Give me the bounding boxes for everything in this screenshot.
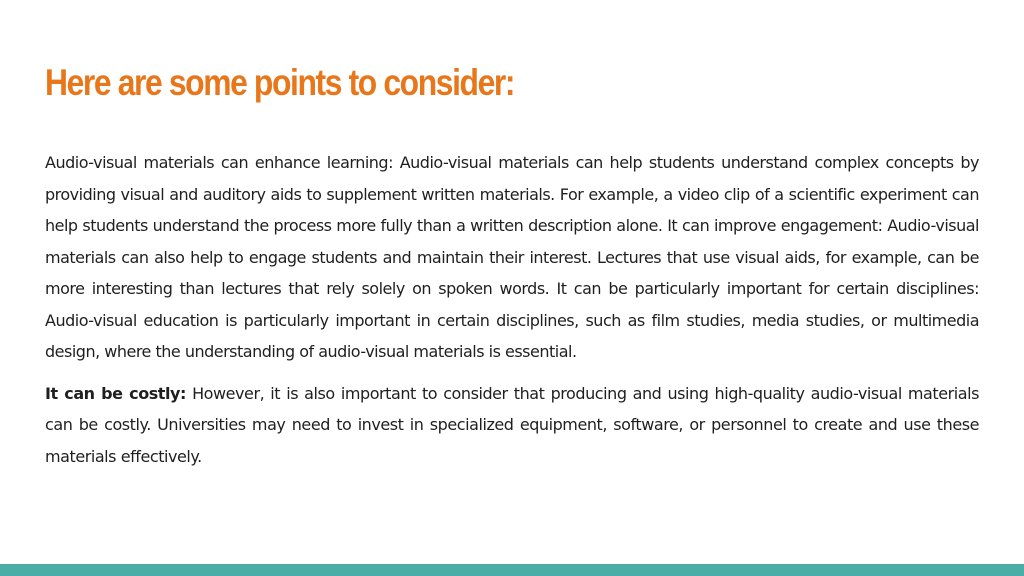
- paragraph-costly: [45, 378, 979, 473]
- paragraph-enhance-learning: Audio-visual materials can enhance learning: Audio-visual materials can help students understand complex concepts by providing visual and auditory aids to supplement written materials. For example, a video clip of a scientific experiment can help students understand the process more fully than a written description alone. It can improve engagement: Audio-visual materials can also help to engage students and maintain their interest. Lectures that use visual aids, for example, can be more interesting than lectures that rely solely on spoken words. It can be particularly important for certain disciplines: Audio-visual education is particularly important in certain disciplines, such as film studies, media studies, or multimedia design, where the understanding of audio-visual materials is essential.: [45, 153, 979, 361]
- paragraph-costly-lead: It can be costly:: [45, 383, 186, 403]
- slide-title: Here are some points to consider:: [45, 62, 515, 103]
- paragraph-costly-text: However, it is also important to consider that producing and using high-quality audio-visual materials can be costly. Universities may need to invest in specialized equipment, software, or personnel to create and use these materials effectively.: [45, 383, 979, 466]
- bottom-accent-bar: [0, 564, 1024, 576]
- slide-body: [45, 147, 979, 472]
